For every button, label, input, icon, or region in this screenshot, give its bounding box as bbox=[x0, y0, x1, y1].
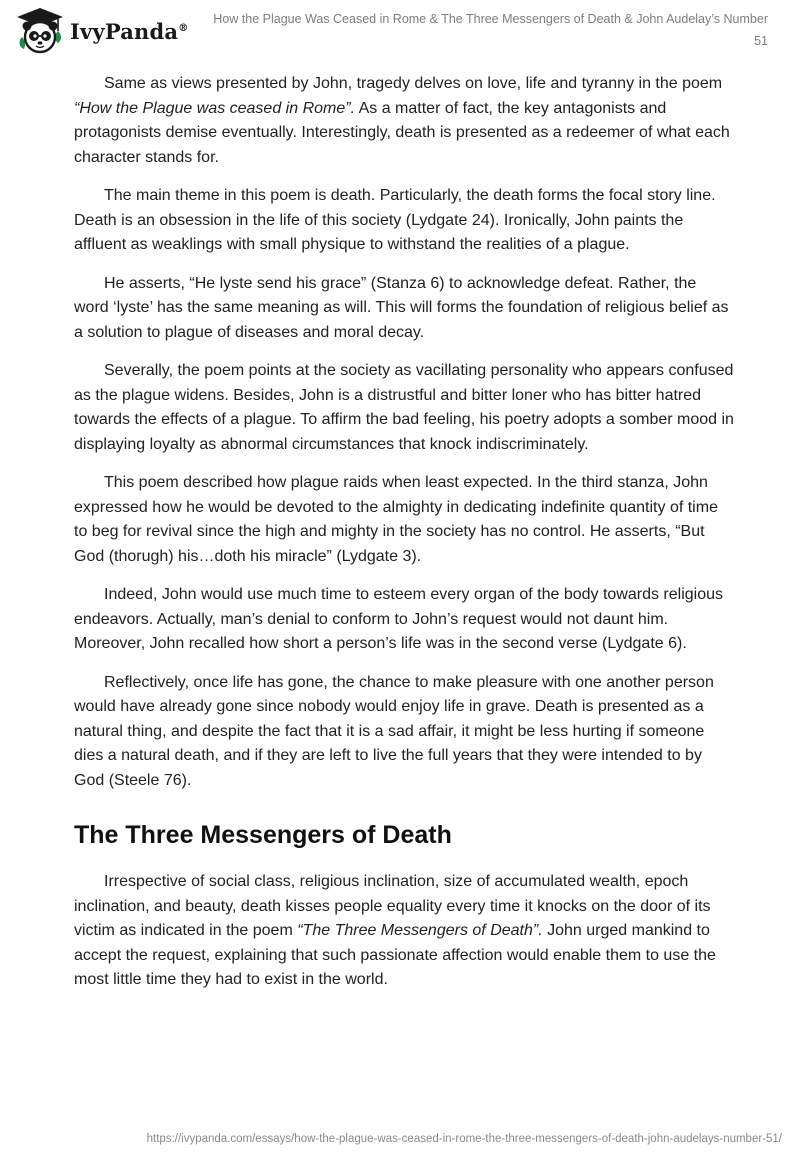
logo-wordmark: IvyPanda® bbox=[70, 18, 189, 44]
paragraph bbox=[74, 72, 734, 170]
registered-mark: ® bbox=[178, 22, 189, 34]
source-url[interactable]: https://ivypanda.com/essays/how-the-plague-was-ceased-in-rome-the-three-messengers-of-death-john-audelays-number-51/ bbox=[146, 1133, 782, 1145]
paragraph-text: As a matter of fact, the key antagonists and protagonists demise eventually. Interestingly, death is presented as a redeemer of what each character stands for. bbox=[74, 99, 730, 166]
paragraph: Reflectively, once life has gone, the chance to make pleasure with one another person would have already gone since nobody would enjoy life in grave. Death is presented as a natural thing, and despite the fact that it is a sad affair, it might be less hurting if someone dies a natural death, and if they are left to live the full years that they were intended to by God (Steele 76). bbox=[74, 673, 714, 789]
paragraph: Severally, the poem points at the society as vacillating personality who appears confused as the plague widens. Besides, John is a distrustful and bitter loner who has bitter hatred towards the effects of a plague. To affirm the bad feeling, his poetry adopts a somber mood in displaying loyalty as abnormal circumstances that knock indiscriminately. bbox=[74, 362, 734, 453]
section-heading: The Three Messengers of Death bbox=[74, 821, 452, 849]
panda-graduate-icon bbox=[14, 7, 66, 55]
paragraph: This poem described how plague raids when least expected. In the third stanza, John expressed how he would be devoted to the almighty in dedicating indefinite quantity of time to beg for revival since the high and mighty in the society has no control. He asserts, “But God (thorugh) his…doth his miracle” (Lydgate 3). bbox=[74, 474, 718, 565]
document-title: How the Plague Was Ceased in Rome & The Three Messengers of Death & John Audelay’s Number bbox=[213, 12, 768, 26]
paragraph: Indeed, John would use much time to esteem every organ of the body towards religious endeavors. Actually, man’s denial to conform to John’s request would not daunt him. Moreover, John recalled how short a person’s life was in the second verse (Lydgate 6). bbox=[74, 586, 724, 652]
paragraph: The main theme in this poem is death. Particularly, the death forms the focal story line. Death is an obsession in the life of this society (Lydgate 24). Ironically, John paints the affluent as weaklings with small physique to withstand the realities of a plague. bbox=[74, 187, 716, 253]
paragraph: He asserts, “He lyste send his grace” (Stanza 6) to acknowledge defeat. Rather, the word ‘lyste’ has the same meaning as will. This will forms the foundation of religious belief as a solution to plague of diseases and moral decay. bbox=[74, 274, 729, 341]
poem-title-italic: “The Three Messengers of Death”. bbox=[297, 922, 543, 939]
page-number: 51 bbox=[754, 34, 768, 48]
essay-body bbox=[74, 72, 734, 1007]
paragraph-text: Same as views presented by John, tragedy delves on love, life and tyranny in the poem bbox=[104, 75, 723, 92]
paragraph-text: John urged mankind to accept the request, explaining that such passionate affection would enable them to use the most little time they had to exist in the world. bbox=[74, 922, 716, 988]
paragraph bbox=[74, 870, 734, 993]
paragraph-text: Irrespective of social class, religious inclination, size of accumulated wealth, epoch inclination, and beauty, death kisses people equality every time it knocks on the door of its victim as indicated in the poem bbox=[74, 873, 711, 939]
page-header bbox=[0, 0, 800, 66]
poem-title-italic: “How the Plague was ceased in Rome”. bbox=[74, 99, 356, 117]
ivypanda-logo[interactable] bbox=[14, 6, 188, 56]
